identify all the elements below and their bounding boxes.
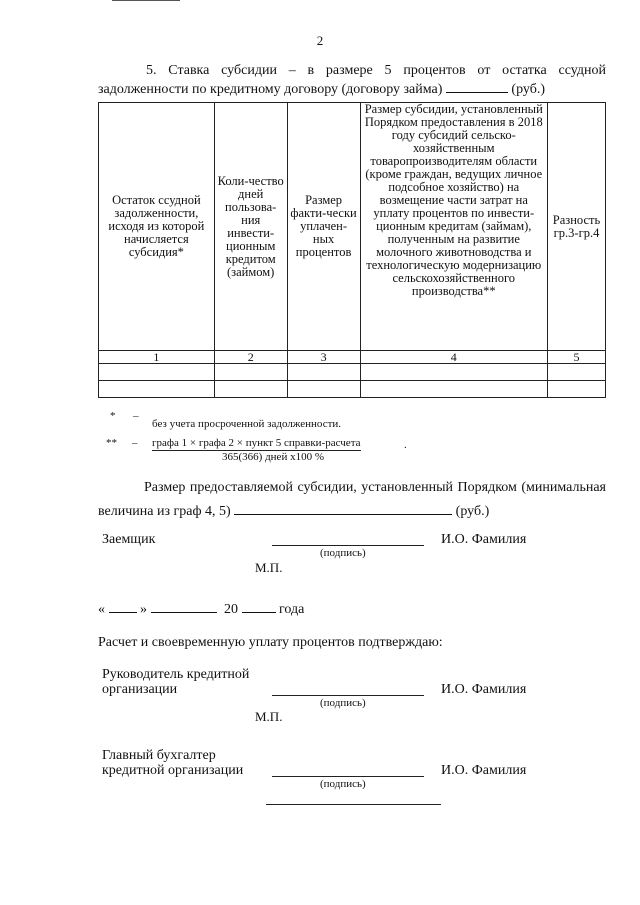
year-blank [242,600,276,613]
paragraph-5 [98,62,606,99]
day-blank [109,600,137,613]
table-cell [548,381,606,398]
footnote-2-dash: – [132,437,138,449]
paragraph-5-text: 5. Ставка субсидии – в размере 5 процентов от остатка ссудной задолженности по кредитному договору (договору займа) [98,63,606,97]
footnote-2-mark: ** [106,437,117,449]
accountant-label-line-2: кредитной организации [102,763,244,778]
table-header-row [99,103,606,351]
footnote-2-period: . [404,439,407,451]
header-cell: Остаток ссудной задолженности, исходя из которой начисляется субсидия* [99,103,215,351]
closing-rule [266,804,441,805]
column-number: 4 [360,351,548,364]
table-row [99,381,606,398]
head-signature-line [272,695,424,696]
subsidy-size-paragraph [98,476,606,524]
footnote-1-text: без учета просроченной задолженности. [152,418,342,430]
table-cell [287,381,360,398]
accountant-signature-line [272,776,424,777]
subsidy-size-text: Размер предоставляемой субсидии, установленный Порядком (минимальная величина из граф 4, 5) [98,480,606,519]
header-cell: Коли-чество дней пользова-ния инвести-ционным кредитом (займом) [214,103,287,351]
subsidy-size-unit: (руб.) [455,504,490,519]
table-cell [214,364,287,381]
borrower-signature-hint: (подпись) [320,547,366,559]
borrower-signature-line [272,545,424,546]
column-number: 3 [287,351,360,364]
accountant-signature-hint: (подпись) [320,778,366,790]
date-open-quote: « [98,602,105,617]
head-stamp: М.П. [255,709,283,724]
column-number: 1 [99,351,215,364]
date-close-quote: » [140,602,147,617]
column-number: 5 [548,351,606,364]
head-name: И.О. Фамилия [441,682,527,697]
top-rule [112,0,180,1]
table-cell [548,364,606,381]
table-cell [360,364,548,381]
table-row [99,364,606,381]
footnote-1-mark: * [110,410,116,422]
head-signature-hint: (подпись) [320,697,366,709]
table-cell [360,381,548,398]
column-number: 2 [214,351,287,364]
header-cell: Разность гр.3-гр.4 [548,103,606,351]
footnote-2-numerator: графа 1 × графа 2 × пункт 5 справки-расчета [152,437,361,449]
borrower-stamp: М.П. [255,560,283,575]
year-prefix: 20 [224,602,238,617]
footnote-2-denominator: 365(366) дней x100 % [222,451,324,463]
borrower-label: Заемщик [102,532,156,547]
amount-blank [446,80,508,93]
column-number-row [99,351,606,364]
head-label-line-1: Руководитель кредитной [102,667,250,682]
head-label-line-2: организации [102,682,178,697]
header-cell: Размер факти-чески уплачен-ных процентов [287,103,360,351]
borrower-name: И.О. Фамилия [441,532,527,547]
table-cell [99,364,215,381]
confirmation-text: Расчет и своевременную уплату процентов подтверждаю: [98,635,443,650]
date-line [98,600,304,618]
month-blank [151,600,217,613]
accountant-name: И.О. Фамилия [441,763,527,778]
footnote-1-dash: – [133,410,139,422]
page-number: 2 [316,33,324,48]
subsidy-amount-blank [234,502,452,515]
paragraph-5-unit: (руб.) [511,82,545,97]
table-cell [287,364,360,381]
table-cell [214,381,287,398]
year-suffix: года [279,602,305,617]
header-cell: Размер субсидии, установленный Порядком предоставления в 2018 году субсидий сельско-хозяйственным товаропроизводителям области (кроме граждан, ведущих личное подсобное хозяйство) на возмещение части затрат на уплату процентов по инвести-ционным кредитам (займам), полученным на развитие молочного животноводства и технологическую модернизацию сельскохозяйственного производства** [360,103,548,351]
calculation-table [98,102,606,398]
accountant-label-line-1: Главный бухгалтер [102,748,216,763]
table-cell [99,381,215,398]
